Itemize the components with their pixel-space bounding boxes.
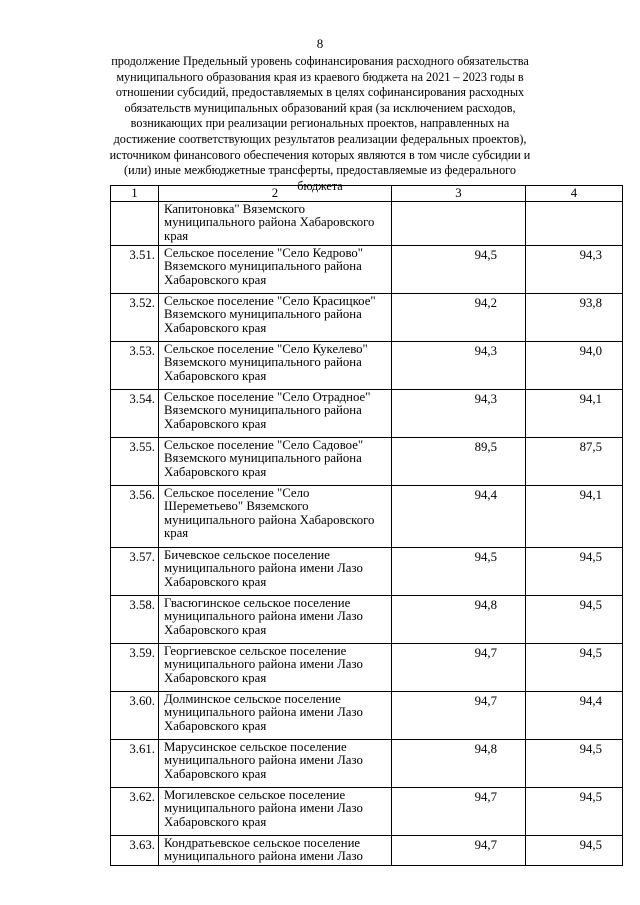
row-name: Бичевское сельское поселение муниципального района имени Лазо Хабаровского края [159, 548, 392, 596]
row-name: Долминское сельское поселение муниципального района имени Лазо Хабаровского края [159, 692, 392, 740]
row-number: 3.54. [111, 390, 159, 438]
row-value-3: 94,3 [392, 342, 526, 390]
table-row [111, 788, 623, 836]
row-name: Сельское поселение "Село Отрадное" Вяземского муниципального района Хабаровского края [159, 390, 392, 438]
row-value-4: 94,1 [526, 390, 623, 438]
table-row [111, 836, 623, 866]
row-name: Кондратьевское сельское поселение муниципального района имени Лазо [159, 836, 392, 866]
row-name: Сельское поселение "Село Кукелево" Вяземского муниципального района Хабаровского края [159, 342, 392, 390]
row-number: 3.58. [111, 596, 159, 644]
row-value-4: 94,5 [526, 788, 623, 836]
table-row [111, 438, 623, 486]
row-value-3: 94,8 [392, 596, 526, 644]
header-col-1: 1 [111, 186, 159, 202]
table-row [111, 390, 623, 438]
page-number: 8 [316, 36, 324, 51]
row-value-3: 94,7 [392, 644, 526, 692]
row-value-4: 94,5 [526, 644, 623, 692]
table-row [111, 548, 623, 596]
row-number: 3.61. [111, 740, 159, 788]
row-name: Сельское поселение "Село Красицкое" Вяземского муниципального района Хабаровского края [159, 294, 392, 342]
row-value-3: 94,8 [392, 740, 526, 788]
row-value-4: 94,4 [526, 692, 623, 740]
row-number: 3.53. [111, 342, 159, 390]
row-name: Марусинское сельское поселение муниципального района имени Лазо Хабаровского края [159, 740, 392, 788]
row-number: 3.55. [111, 438, 159, 486]
row-number: 3.62. [111, 788, 159, 836]
row-number: 3.52. [111, 294, 159, 342]
row-value-4: 94,0 [526, 342, 623, 390]
header-row [111, 186, 623, 202]
row-number: 3.63. [111, 836, 159, 866]
row-value-3: 94,4 [392, 486, 526, 548]
table-row [111, 342, 623, 390]
row-value-3: 94,7 [392, 836, 526, 866]
row-value-4: 94,1 [526, 486, 623, 548]
row-number: 3.59. [111, 644, 159, 692]
table-heading: продолжение Предельный уровень софинансирования расходного обязательства муниципального образования края из краевого бюджета на 2021 – 2023 годы в отношении субсидий, предоставляемых в целях софинансирования расходных обязательств муниципальных образований края (за исключением расходов, возникающих при реализации региональных проектов, направленных на достижение соответствующих результатов реализации федеральных проектов), источником финансового обеспечения которых являются в том числе субсидии и (или) иные межбюджетные трансферты, предоставляемые из федерального бюджета [109, 54, 531, 193]
row-name: Сельское поселение "Село Садовое" Вяземского муниципального района Хабаровского края [159, 438, 392, 486]
header-col-4: 4 [526, 186, 623, 202]
row-value-3: 94,5 [392, 548, 526, 596]
row-name: Гвасюгинское сельское поселение муниципального района имени Лазо Хабаровского края [159, 596, 392, 644]
table-row [111, 486, 623, 548]
row-name: Могилевское сельское поселение муниципального района имени Лазо Хабаровского края [159, 788, 392, 836]
row-number: 3.57. [111, 548, 159, 596]
row-value-3: 94,2 [392, 294, 526, 342]
row-value-4: 94,5 [526, 548, 623, 596]
header-col-3: 3 [392, 186, 526, 202]
table-row [111, 246, 623, 294]
row-value-4: 94,5 [526, 740, 623, 788]
financing-table [110, 185, 623, 866]
table-row [111, 692, 623, 740]
row-value-3: 89,5 [392, 438, 526, 486]
table-row [111, 596, 623, 644]
row-value-4: 87,5 [526, 438, 623, 486]
row-name: Капитоновка" Вяземского муниципального района Хабаровского края [159, 202, 392, 246]
row-number: 3.60. [111, 692, 159, 740]
row-name: Сельское поселение "Село Шереметьево" Вяземского муниципального района Хабаровского края [159, 486, 392, 548]
row-value-4: 93,8 [526, 294, 623, 342]
row-name: Георгиевское сельское поселение муниципального района имени Лазо Хабаровского края [159, 644, 392, 692]
table-row [111, 294, 623, 342]
row-value-4: 94,3 [526, 246, 623, 294]
row-value-3: 94,5 [392, 246, 526, 294]
table-row [111, 644, 623, 692]
row-value-3: 94,7 [392, 692, 526, 740]
row-name: Сельское поселение "Село Кедрово" Вяземского муниципального района Хабаровского края [159, 246, 392, 294]
row-value-3: 94,7 [392, 788, 526, 836]
row-value-4: 94,5 [526, 596, 623, 644]
row-value-4 [526, 202, 623, 246]
table-row-continuation [111, 202, 623, 246]
row-number: 3.56. [111, 486, 159, 548]
row-value-4: 94,5 [526, 836, 623, 866]
row-value-3: 94,3 [392, 390, 526, 438]
row-value-3 [392, 202, 526, 246]
row-number [111, 202, 159, 246]
header-col-2: 2 [159, 186, 392, 202]
row-number: 3.51. [111, 246, 159, 294]
table-row [111, 740, 623, 788]
